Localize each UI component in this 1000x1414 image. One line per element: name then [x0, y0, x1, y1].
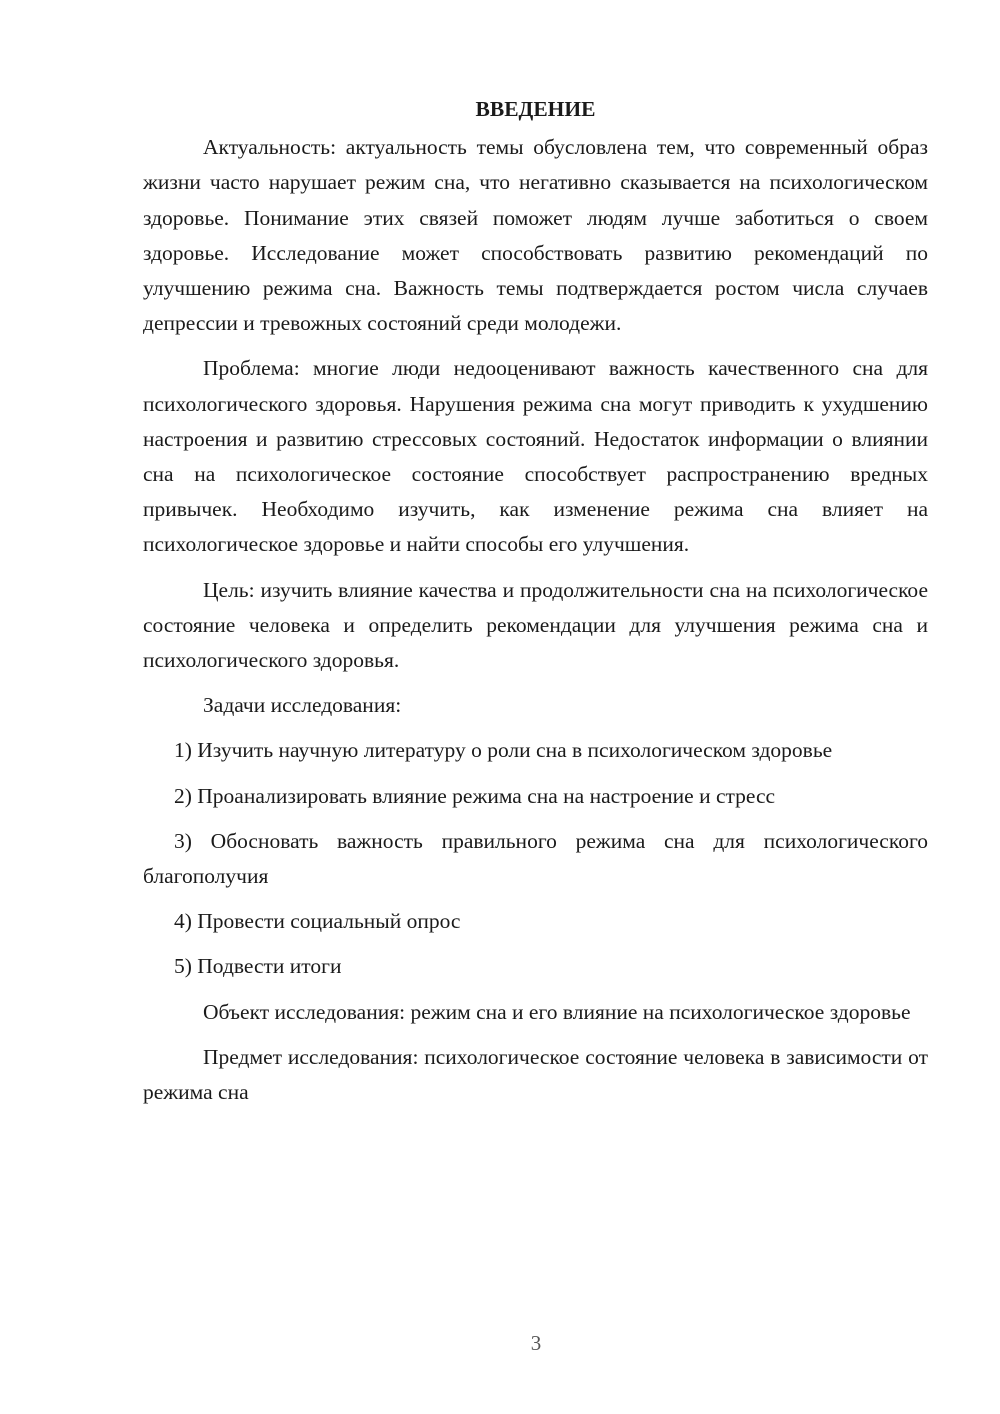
relevance-paragraph: Актуальность: актуальность темы обусловлена тем, что современный образ жизни часто нарушает режим сна, что негативно сказывается на психологическом здоровье. Понимание этих связей поможет людям лучше заботиться о своем здоровье. Исследование может способствовать развитию рекомендаций по улучшению режима сна. Важность темы подтверждается ростом числа случаев депрессии и тревожных состояний среди молодежи. — [143, 135, 928, 336]
goal-paragraph: Цель: изучить влияние качества и продолжительности сна на психологическое состояние человека и определить рекомендации для улучшения режима сна и психологического здоровья. — [143, 577, 928, 673]
task-item: 2) Проанализировать влияние режима сна на настроение и стресс — [174, 783, 776, 808]
problem-paragraph: Проблема: многие люди недооценивают важность качественного сна для психологического здоровья. Нарушения режима сна могут приводить к ухудшению настроения и развитию стрессовых состояний. Недостаток информации о влиянии сна на психологическое состояние способствует распространению вредных привычек. Необходимо изучить, как изменение режима сна влияет на психологическое здоровье и найти способы его улучшения. — [143, 356, 928, 557]
task-item: 5) Подвести итоги — [174, 954, 342, 979]
task-item: 4) Провести социальный опрос — [174, 909, 461, 934]
page-number: 3 — [530, 1331, 542, 1355]
section-heading: ВВЕДЕНИЕ — [475, 97, 596, 121]
task-item: 1) Изучить научную литературу о роли сна в психологическом здоровье — [174, 738, 833, 763]
tasks-intro: Задачи исследования: — [203, 693, 402, 718]
object-paragraph: Объект исследования: режим сна и его влияние на психологическое здоровье — [203, 999, 911, 1024]
document-page — [143, 92, 928, 1120]
task-item: 3) Обосновать важность правильного режима сна для психологического благополучия — [143, 828, 928, 889]
tasks-list — [143, 733, 928, 984]
subject-paragraph: Предмет исследования: психологическое состояние человека в зависимости от режима сна — [143, 1044, 928, 1105]
